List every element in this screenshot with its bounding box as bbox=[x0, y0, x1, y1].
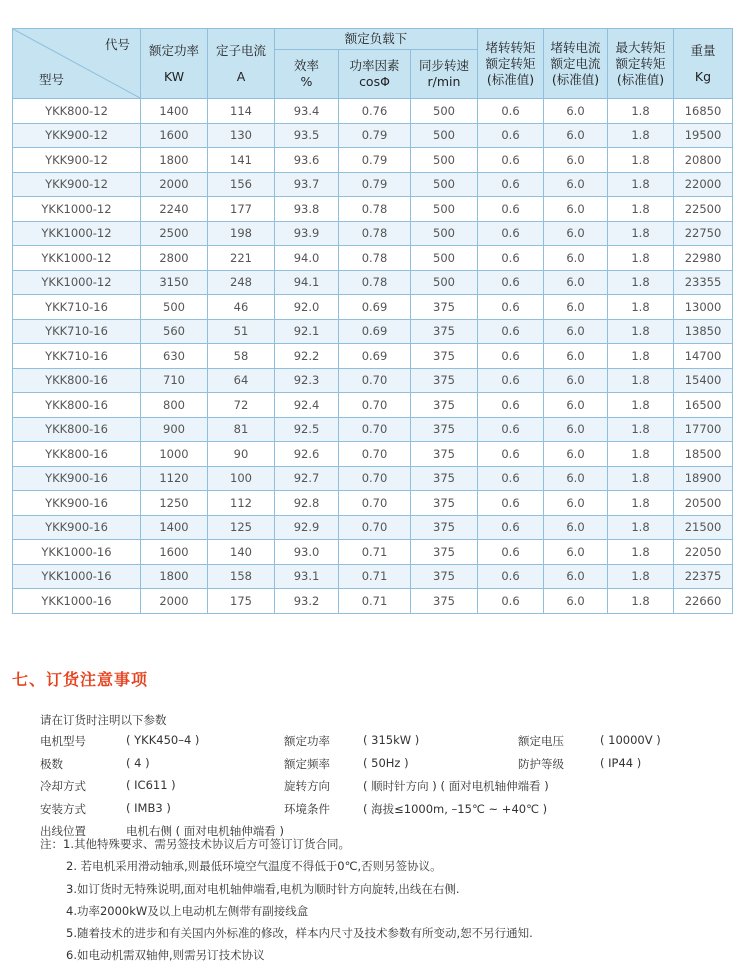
value-cell: 6.0 bbox=[544, 319, 608, 344]
value-cell: 94.0 bbox=[275, 246, 339, 271]
value-cell: 500 bbox=[141, 295, 208, 320]
value-cell: 0.71 bbox=[339, 540, 411, 565]
value-cell: 1800 bbox=[141, 564, 208, 589]
param-label: 电机型号 bbox=[40, 734, 86, 748]
model-cell: YKK900-16 bbox=[13, 515, 141, 540]
value-cell: 13850 bbox=[674, 319, 733, 344]
value-cell: 0.70 bbox=[339, 491, 411, 516]
value-cell: 1.8 bbox=[608, 221, 674, 246]
value-cell: 13000 bbox=[674, 295, 733, 320]
value-cell: 500 bbox=[411, 172, 478, 197]
note-item: 2. 若电机采用滑动轴承,则最低环境空气温度不得低于0℃,否则另签协议。 bbox=[66, 859, 442, 874]
value-cell: 22375 bbox=[674, 564, 733, 589]
value-cell: 1.8 bbox=[608, 540, 674, 565]
value-cell: 1.8 bbox=[608, 442, 674, 467]
value-cell: 375 bbox=[411, 540, 478, 565]
value-cell: 0.78 bbox=[339, 270, 411, 295]
value-cell: 900 bbox=[141, 417, 208, 442]
table-row bbox=[13, 564, 733, 589]
param-value: ( IMB3 ) bbox=[126, 800, 171, 815]
value-cell: 6.0 bbox=[544, 246, 608, 271]
param-value: ( IC611 ) bbox=[126, 778, 176, 792]
value-cell: 16500 bbox=[674, 393, 733, 418]
value-cell: 2000 bbox=[141, 172, 208, 197]
value-cell: 0.79 bbox=[339, 172, 411, 197]
table-body bbox=[13, 99, 733, 614]
value-cell: 22660 bbox=[674, 589, 733, 614]
order-notes bbox=[40, 836, 533, 970]
value-cell: 0.79 bbox=[339, 123, 411, 148]
table-row bbox=[13, 442, 733, 467]
param-label: 额定频率 bbox=[284, 756, 330, 771]
value-cell: 92.7 bbox=[275, 466, 339, 491]
header-efficiency: 效率 % bbox=[275, 50, 339, 99]
value-cell: 0.79 bbox=[339, 148, 411, 173]
value-cell: 0.6 bbox=[478, 148, 544, 173]
value-cell: 6.0 bbox=[544, 197, 608, 222]
model-cell: YKK800-16 bbox=[13, 368, 141, 393]
value-cell: 1.8 bbox=[608, 466, 674, 491]
value-cell: 1.8 bbox=[608, 368, 674, 393]
value-cell: 0.71 bbox=[339, 589, 411, 614]
value-cell: 0.70 bbox=[339, 417, 411, 442]
value-cell: 93.0 bbox=[275, 540, 339, 565]
param-label: 旋转方向 bbox=[284, 779, 330, 793]
value-cell: 0.6 bbox=[478, 270, 544, 295]
value-cell: 0.78 bbox=[339, 246, 411, 271]
param-value: ( 4 ) bbox=[126, 755, 150, 770]
param-value: 电机右侧 ( 面对电机轴伸端看 ) bbox=[126, 824, 284, 838]
value-cell: 375 bbox=[411, 295, 478, 320]
model-cell: YKK800-16 bbox=[13, 442, 141, 467]
value-cell: 46 bbox=[208, 295, 275, 320]
value-cell: 0.6 bbox=[478, 442, 544, 467]
table-row bbox=[13, 466, 733, 491]
value-cell: 17700 bbox=[674, 417, 733, 442]
value-cell: 1.8 bbox=[608, 515, 674, 540]
value-cell: 22750 bbox=[674, 221, 733, 246]
spec-table bbox=[12, 28, 733, 614]
value-cell: 92.8 bbox=[275, 491, 339, 516]
value-cell: 1.8 bbox=[608, 344, 674, 369]
value-cell: 6.0 bbox=[544, 148, 608, 173]
value-cell: 22500 bbox=[674, 197, 733, 222]
value-cell: 1.8 bbox=[608, 246, 674, 271]
note-item: 3.如订货时无特殊说明,面对电机轴伸端看,电机为顺时针方向旋转,出线在右侧. bbox=[66, 881, 460, 896]
value-cell: 1000 bbox=[141, 442, 208, 467]
value-cell: 221 bbox=[208, 246, 275, 271]
table-row bbox=[13, 540, 733, 565]
value-cell: 92.3 bbox=[275, 368, 339, 393]
value-cell: 20800 bbox=[674, 148, 733, 173]
order-section-title: 七、订货注意事项 bbox=[12, 670, 149, 689]
value-cell: 1.8 bbox=[608, 589, 674, 614]
param-label: 出线位置 bbox=[40, 824, 86, 838]
value-cell: 22980 bbox=[674, 246, 733, 271]
param-value: ( 315kW ) bbox=[363, 733, 420, 747]
value-cell: 93.2 bbox=[275, 589, 339, 614]
value-cell: 20500 bbox=[674, 491, 733, 516]
value-cell: 0.6 bbox=[478, 589, 544, 614]
value-cell: 0.70 bbox=[339, 368, 411, 393]
value-cell: 0.6 bbox=[478, 197, 544, 222]
value-cell: 375 bbox=[411, 319, 478, 344]
value-cell: 2240 bbox=[141, 197, 208, 222]
header-max-torque: 最大转矩 额定转矩 (标准值) bbox=[608, 29, 674, 99]
value-cell: 92.9 bbox=[275, 515, 339, 540]
model-cell: YKK900-12 bbox=[13, 148, 141, 173]
value-cell: 6.0 bbox=[544, 564, 608, 589]
model-cell: YKK710-16 bbox=[13, 295, 141, 320]
value-cell: 58 bbox=[208, 344, 275, 369]
param-value: ( IP44 ) bbox=[600, 755, 642, 770]
value-cell: 375 bbox=[411, 515, 478, 540]
value-cell: 500 bbox=[411, 123, 478, 148]
header-current: 定子电流 A bbox=[208, 29, 275, 99]
value-cell: 500 bbox=[411, 246, 478, 271]
value-cell: 1.8 bbox=[608, 148, 674, 173]
table-row bbox=[13, 99, 733, 124]
value-cell: 6.0 bbox=[544, 466, 608, 491]
value-cell: 6.0 bbox=[544, 393, 608, 418]
param-label: 冷却方式 bbox=[40, 779, 86, 793]
value-cell: 375 bbox=[411, 368, 478, 393]
value-cell: 500 bbox=[411, 99, 478, 124]
value-cell: 1250 bbox=[141, 491, 208, 516]
value-cell: 0.69 bbox=[339, 319, 411, 344]
value-cell: 158 bbox=[208, 564, 275, 589]
value-cell: 0.6 bbox=[478, 368, 544, 393]
value-cell: 560 bbox=[141, 319, 208, 344]
table-row bbox=[13, 589, 733, 614]
value-cell: 2000 bbox=[141, 589, 208, 614]
value-cell: 375 bbox=[411, 589, 478, 614]
value-cell: 375 bbox=[411, 564, 478, 589]
header-power: 额定功率 KW bbox=[141, 29, 208, 99]
note-item: 4.功率2000kW及以上电动机左侧带有副接线盒 bbox=[66, 903, 309, 918]
value-cell: 6.0 bbox=[544, 491, 608, 516]
value-cell: 0.6 bbox=[478, 295, 544, 320]
value-cell: 125 bbox=[208, 515, 275, 540]
value-cell: 0.6 bbox=[478, 246, 544, 271]
value-cell: 0.6 bbox=[478, 393, 544, 418]
value-cell: 175 bbox=[208, 589, 275, 614]
value-cell: 0.6 bbox=[478, 99, 544, 124]
table-row bbox=[13, 393, 733, 418]
value-cell: 3150 bbox=[141, 270, 208, 295]
value-cell: 0.70 bbox=[339, 515, 411, 540]
table-row bbox=[13, 270, 733, 295]
value-cell: 92.5 bbox=[275, 417, 339, 442]
value-cell: 1.8 bbox=[608, 172, 674, 197]
param-value: ( 50Hz ) bbox=[363, 755, 409, 770]
value-cell: 16850 bbox=[674, 99, 733, 124]
order-intro: 请在订货时注明以下参数 bbox=[40, 713, 167, 727]
value-cell: 6.0 bbox=[544, 515, 608, 540]
model-cell: YKK900-16 bbox=[13, 466, 141, 491]
value-cell: 1.8 bbox=[608, 564, 674, 589]
value-cell: 0.6 bbox=[478, 221, 544, 246]
value-cell: 92.1 bbox=[275, 319, 339, 344]
header-diagonal-cell bbox=[13, 29, 141, 99]
value-cell: 1.8 bbox=[608, 393, 674, 418]
model-cell: YKK1000-16 bbox=[13, 564, 141, 589]
value-cell: 93.6 bbox=[275, 148, 339, 173]
model-cell: YKK900-12 bbox=[13, 123, 141, 148]
param-label: 防护等级 bbox=[518, 756, 564, 771]
table-row bbox=[13, 295, 733, 320]
value-cell: 6.0 bbox=[544, 221, 608, 246]
table-row bbox=[13, 172, 733, 197]
value-cell: 375 bbox=[411, 393, 478, 418]
model-cell: YKK1000-12 bbox=[13, 270, 141, 295]
value-cell: 1600 bbox=[141, 540, 208, 565]
value-cell: 0.6 bbox=[478, 172, 544, 197]
value-cell: 2500 bbox=[141, 221, 208, 246]
param-value: ( YKK450–4 ) bbox=[126, 733, 200, 747]
value-cell: 92.0 bbox=[275, 295, 339, 320]
value-cell: 0.6 bbox=[478, 417, 544, 442]
header-weight: 重量 Kg bbox=[674, 29, 733, 99]
model-cell: YKK1000-12 bbox=[13, 246, 141, 271]
model-cell: YKK710-16 bbox=[13, 319, 141, 344]
value-cell: 81 bbox=[208, 417, 275, 442]
value-cell: 0.6 bbox=[478, 540, 544, 565]
value-cell: 800 bbox=[141, 393, 208, 418]
value-cell: 0.6 bbox=[478, 319, 544, 344]
table-row bbox=[13, 368, 733, 393]
param-value: ( 10000V ) bbox=[600, 733, 661, 747]
value-cell: 375 bbox=[411, 344, 478, 369]
value-cell: 0.6 bbox=[478, 123, 544, 148]
value-cell: 23355 bbox=[674, 270, 733, 295]
model-label: 型号 bbox=[39, 72, 65, 87]
value-cell: 248 bbox=[208, 270, 275, 295]
value-cell: 156 bbox=[208, 172, 275, 197]
value-cell: 1.8 bbox=[608, 319, 674, 344]
value-cell: 1.8 bbox=[608, 270, 674, 295]
value-cell: 198 bbox=[208, 221, 275, 246]
value-cell: 0.70 bbox=[339, 466, 411, 491]
value-cell: 1.8 bbox=[608, 417, 674, 442]
model-cell: YKK1000-12 bbox=[13, 197, 141, 222]
value-cell: 140 bbox=[208, 540, 275, 565]
table-row bbox=[13, 515, 733, 540]
model-cell: YKK800-16 bbox=[13, 393, 141, 418]
value-cell: 0.6 bbox=[478, 491, 544, 516]
value-cell: 0.6 bbox=[478, 344, 544, 369]
param-label: 环境条件 bbox=[284, 801, 330, 816]
value-cell: 500 bbox=[411, 197, 478, 222]
value-cell: 177 bbox=[208, 197, 275, 222]
table-row bbox=[13, 123, 733, 148]
note-item: 注：1.其他特殊要求、需另签技术协议后方可签订订货合同。 bbox=[40, 837, 350, 851]
value-cell: 22050 bbox=[674, 540, 733, 565]
value-cell: 22000 bbox=[674, 172, 733, 197]
table-header bbox=[13, 29, 733, 99]
value-cell: 6.0 bbox=[544, 368, 608, 393]
value-cell: 112 bbox=[208, 491, 275, 516]
table-row bbox=[13, 197, 733, 222]
table-row bbox=[13, 246, 733, 271]
value-cell: 0.6 bbox=[478, 564, 544, 589]
header-locked-torque: 堵转转矩 额定转矩 (标准值) bbox=[478, 29, 544, 99]
value-cell: 0.6 bbox=[478, 515, 544, 540]
value-cell: 6.0 bbox=[544, 270, 608, 295]
param-value: ( 海拔≤1000m, –15℃ ~ +40℃ ) bbox=[363, 801, 548, 816]
value-cell: 21500 bbox=[674, 515, 733, 540]
value-cell: 1.8 bbox=[608, 197, 674, 222]
value-cell: 93.7 bbox=[275, 172, 339, 197]
param-value: ( 顺时针方向 ) ( 面对电机轴伸端看 ) bbox=[363, 779, 549, 793]
value-cell: 6.0 bbox=[544, 123, 608, 148]
value-cell: 72 bbox=[208, 393, 275, 418]
model-cell: YKK1000-16 bbox=[13, 589, 141, 614]
table-row bbox=[13, 491, 733, 516]
model-cell: YKK800-16 bbox=[13, 417, 141, 442]
model-cell: YKK1000-12 bbox=[13, 221, 141, 246]
value-cell: 1120 bbox=[141, 466, 208, 491]
value-cell: 1.8 bbox=[608, 123, 674, 148]
value-cell: 1400 bbox=[141, 515, 208, 540]
value-cell: 375 bbox=[411, 466, 478, 491]
value-cell: 92.4 bbox=[275, 393, 339, 418]
value-cell: 18900 bbox=[674, 466, 733, 491]
value-cell: 141 bbox=[208, 148, 275, 173]
value-cell: 93.4 bbox=[275, 99, 339, 124]
model-cell: YKK1000-16 bbox=[13, 540, 141, 565]
model-cell: YKK900-12 bbox=[13, 172, 141, 197]
value-cell: 19500 bbox=[674, 123, 733, 148]
value-cell: 64 bbox=[208, 368, 275, 393]
table-row bbox=[13, 417, 733, 442]
param-label: 极数 bbox=[40, 756, 63, 771]
value-cell: 0.78 bbox=[339, 221, 411, 246]
value-cell: 6.0 bbox=[544, 417, 608, 442]
value-cell: 6.0 bbox=[544, 442, 608, 467]
value-cell: 92.6 bbox=[275, 442, 339, 467]
value-cell: 6.0 bbox=[544, 172, 608, 197]
value-cell: 1400 bbox=[141, 99, 208, 124]
value-cell: 0.71 bbox=[339, 564, 411, 589]
value-cell: 15400 bbox=[674, 368, 733, 393]
value-cell: 1.8 bbox=[608, 491, 674, 516]
value-cell: 0.78 bbox=[339, 197, 411, 222]
value-cell: 375 bbox=[411, 417, 478, 442]
table-row bbox=[13, 344, 733, 369]
value-cell: 1600 bbox=[141, 123, 208, 148]
param-label: 安装方式 bbox=[40, 801, 86, 816]
value-cell: 500 bbox=[411, 270, 478, 295]
value-cell: 93.9 bbox=[275, 221, 339, 246]
value-cell: 1800 bbox=[141, 148, 208, 173]
param-label: 额定电压 bbox=[518, 734, 564, 748]
value-cell: 51 bbox=[208, 319, 275, 344]
header-rated-load: 额定负载下 bbox=[275, 29, 478, 50]
note-item: 6.如电动机需双轴伸,则需另订技术协议 bbox=[66, 948, 265, 963]
value-cell: 100 bbox=[208, 466, 275, 491]
value-cell: 500 bbox=[411, 148, 478, 173]
model-cell: YKK900-16 bbox=[13, 491, 141, 516]
value-cell: 1.8 bbox=[608, 99, 674, 124]
note-item: 5.随着技术的进步和有关国内外标准的修改，样本内尺寸及技术参数有所变动,恕不另行通知. bbox=[66, 926, 533, 941]
value-cell: 0.70 bbox=[339, 393, 411, 418]
model-cell: YKK800-12 bbox=[13, 99, 141, 124]
value-cell: 90 bbox=[208, 442, 275, 467]
value-cell: 6.0 bbox=[544, 589, 608, 614]
value-cell: 6.0 bbox=[544, 295, 608, 320]
value-cell: 0.69 bbox=[339, 344, 411, 369]
table-row bbox=[13, 148, 733, 173]
value-cell: 130 bbox=[208, 123, 275, 148]
value-cell: 18500 bbox=[674, 442, 733, 467]
value-cell: 6.0 bbox=[544, 540, 608, 565]
header-sync-speed: 同步转速 r/min bbox=[411, 50, 478, 99]
value-cell: 375 bbox=[411, 442, 478, 467]
header-power-factor: 功率因素 cosΦ bbox=[339, 50, 411, 99]
value-cell: 93.5 bbox=[275, 123, 339, 148]
table-row bbox=[13, 319, 733, 344]
code-label: 代号 bbox=[104, 37, 130, 52]
header-locked-current: 堵转电流 额定电流 (标准值) bbox=[544, 29, 608, 99]
value-cell: 92.2 bbox=[275, 344, 339, 369]
model-cell: YKK710-16 bbox=[13, 344, 141, 369]
value-cell: 710 bbox=[141, 368, 208, 393]
value-cell: 630 bbox=[141, 344, 208, 369]
value-cell: 0.6 bbox=[478, 466, 544, 491]
value-cell: 500 bbox=[411, 221, 478, 246]
table-row bbox=[13, 221, 733, 246]
value-cell: 0.70 bbox=[339, 442, 411, 467]
value-cell: 93.8 bbox=[275, 197, 339, 222]
value-cell: 6.0 bbox=[544, 99, 608, 124]
value-cell: 114 bbox=[208, 99, 275, 124]
value-cell: 14700 bbox=[674, 344, 733, 369]
value-cell: 1.8 bbox=[608, 295, 674, 320]
value-cell: 6.0 bbox=[544, 344, 608, 369]
param-label: 额定功率 bbox=[284, 734, 330, 748]
value-cell: 93.1 bbox=[275, 564, 339, 589]
value-cell: 0.76 bbox=[339, 99, 411, 124]
value-cell: 375 bbox=[411, 491, 478, 516]
value-cell: 2800 bbox=[141, 246, 208, 271]
value-cell: 94.1 bbox=[275, 270, 339, 295]
value-cell: 0.69 bbox=[339, 295, 411, 320]
